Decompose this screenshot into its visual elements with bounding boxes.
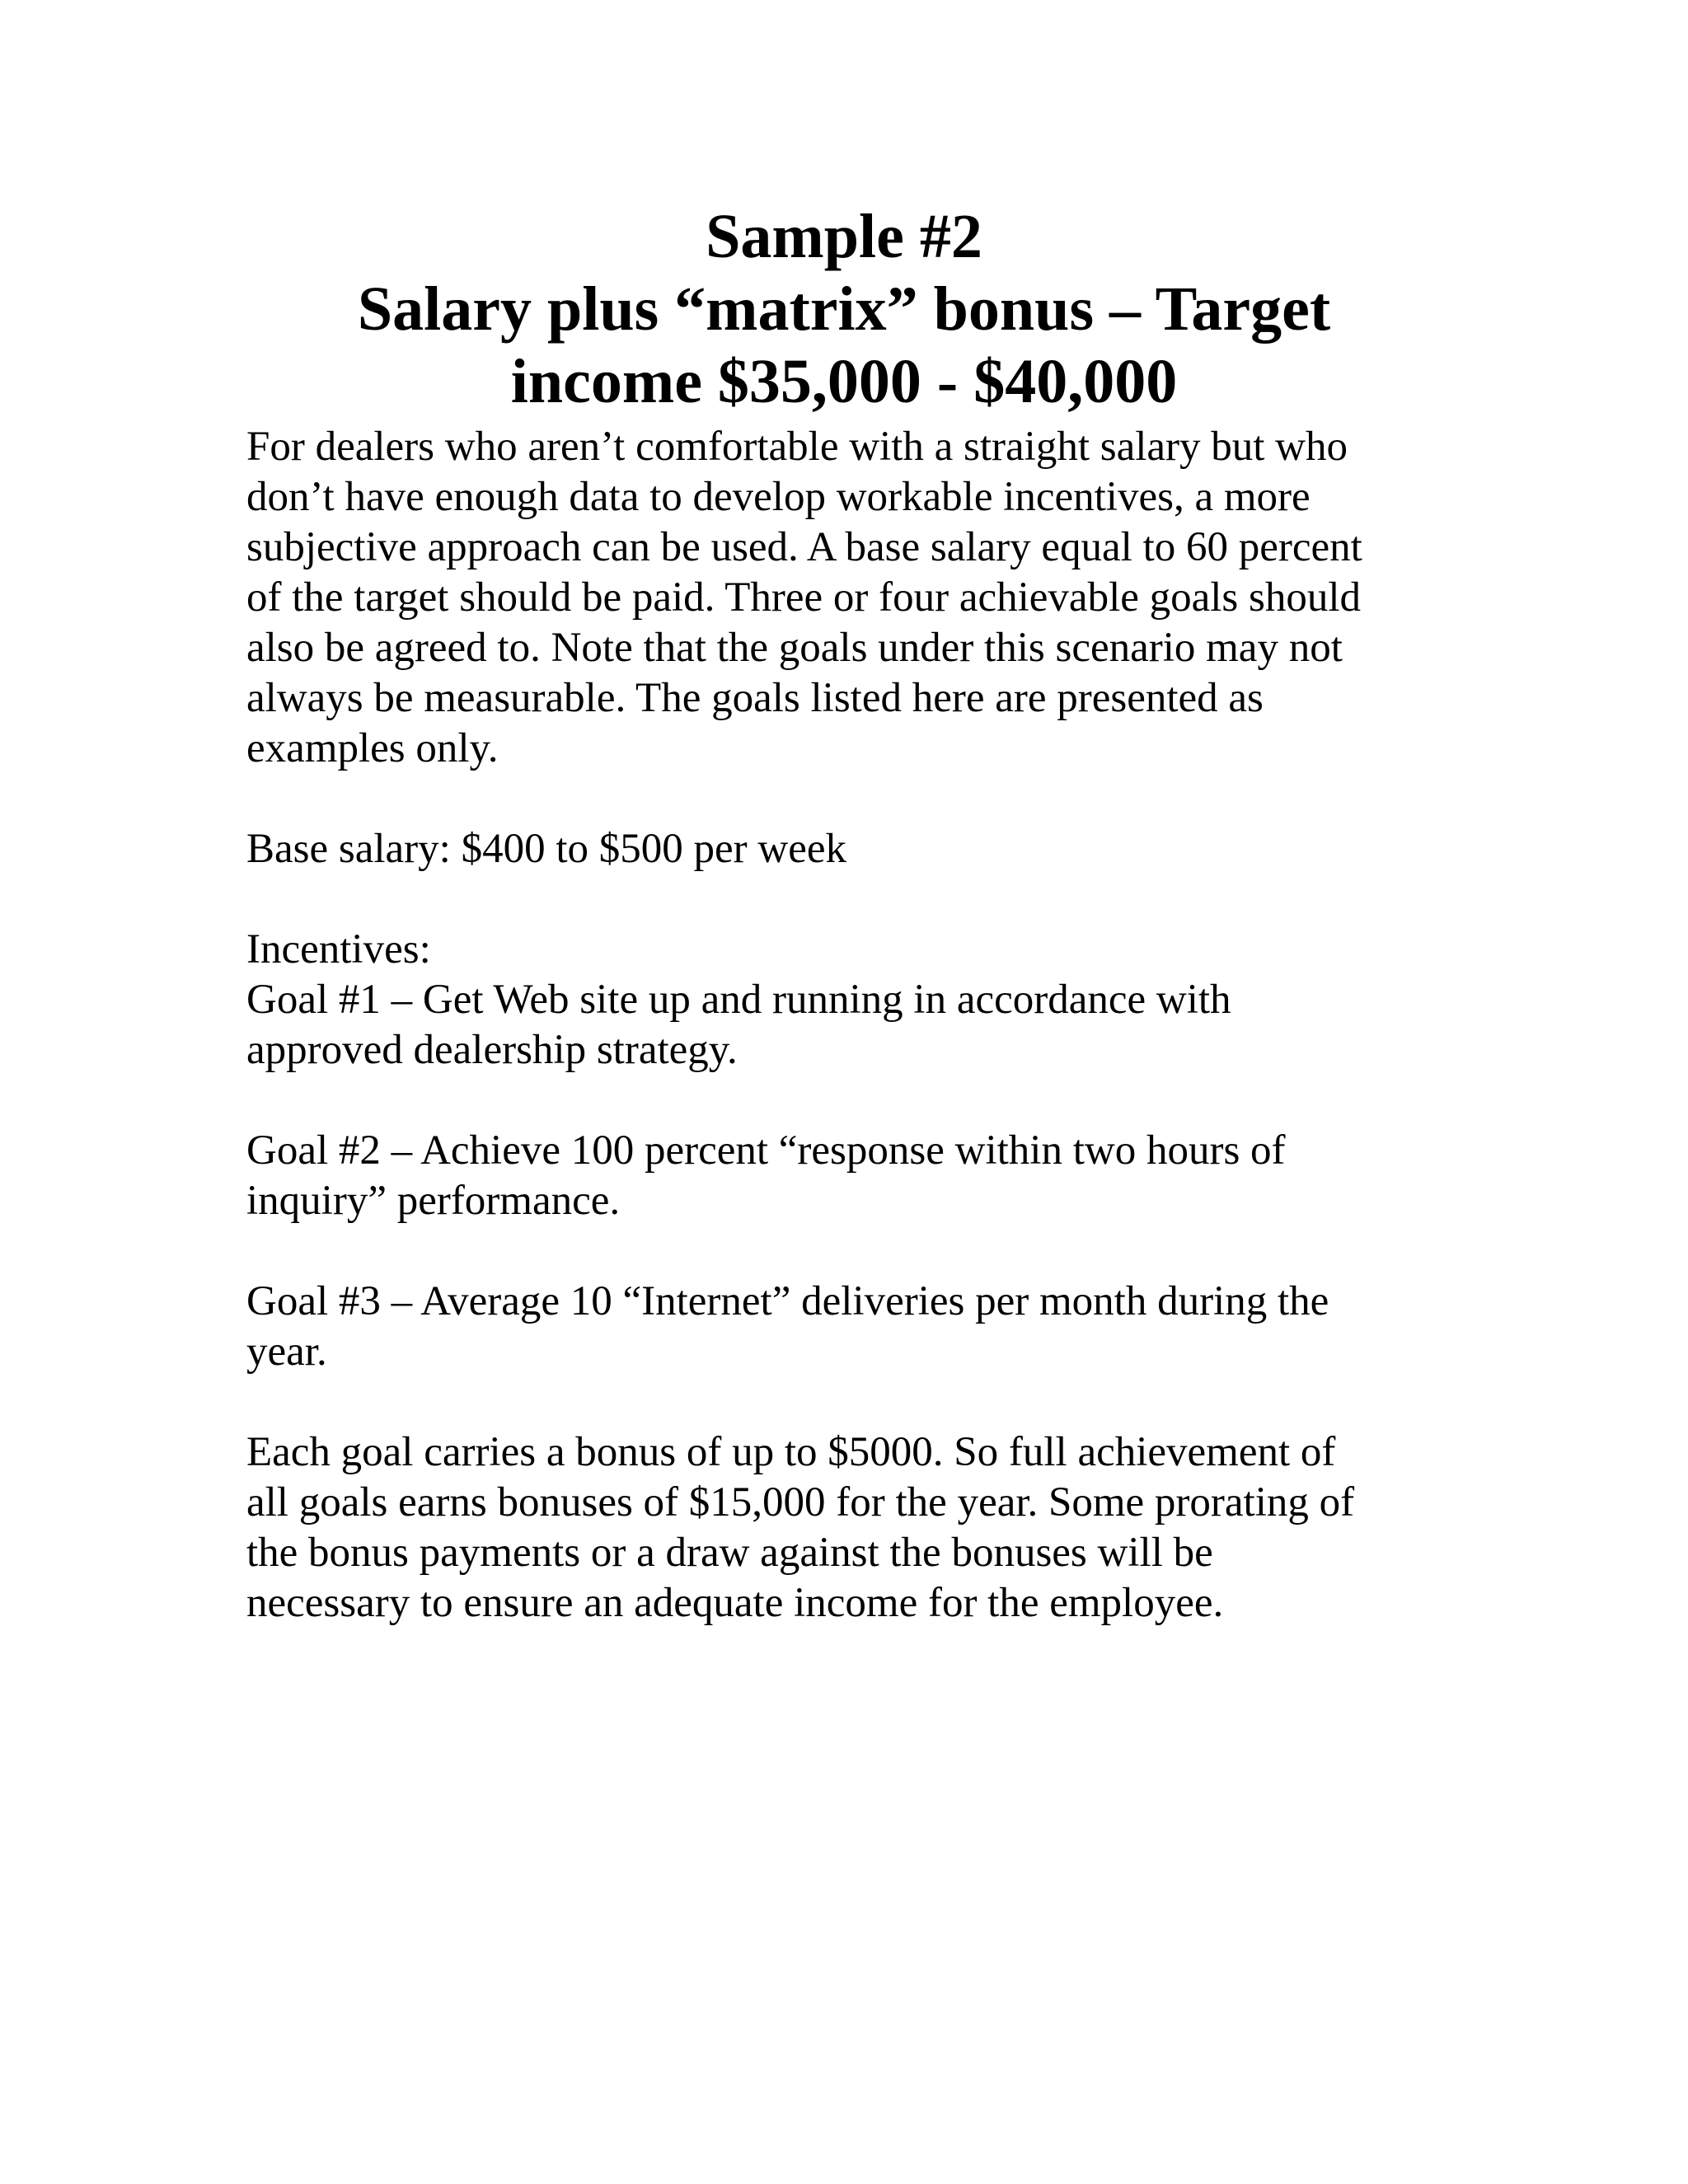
intro-line: don’t have enough data to develop workable incentives, a more [246,474,1311,520]
goal-line: year. [246,1329,327,1375]
document-title [0,200,1688,418]
paragraph-gap [246,874,1483,925]
goal-line: approved dealership strategy. [246,1027,738,1073]
intro-line: of the target should be paid. Three or four achievable goals should [246,574,1362,621]
title-line: income $35,000 - $40,000 [510,347,1178,416]
title-line: Salary plus “matrix” bonus – Target [357,274,1331,344]
paragraph-gap [246,774,1483,824]
incentives-heading: Incentives: [246,926,431,972]
closing-line: the bonus payments or a draw against the bonuses will be [246,1530,1213,1576]
intro-paragraph [246,422,1483,774]
paragraph-gap [246,1226,1483,1277]
document-body [246,422,1483,1629]
closing-line: Each goal carries a bonus of up to $5000. So full achievement of [246,1429,1336,1475]
goal-3 [246,1277,1483,1377]
goal-line: Goal #3 – Average 10 “Internet” deliveries per month during the [246,1278,1329,1324]
base-salary-line: Base salary: $400 to $500 per week [246,826,846,872]
intro-line: subjective approach can be used. A base salary equal to 60 percent [246,524,1362,570]
intro-line: For dealers who aren’t comfortable with a straight salary but who [246,424,1348,470]
goal-line: Goal #1 – Get Web site up and running in accordance with [246,977,1231,1023]
intro-line: always be measurable. The goals listed here are presented as [246,675,1264,721]
paragraph-gap [246,1076,1483,1126]
closing-paragraph [246,1427,1483,1629]
intro-line: examples only. [246,725,499,771]
closing-line: necessary to ensure an adequate income for the employee. [246,1580,1224,1626]
goal-1 [246,975,1483,1076]
closing-line: all goals earns bonuses of $15,000 for the year. Some prorating of [246,1479,1355,1526]
paragraph-gap [246,1377,1483,1427]
goal-2 [246,1126,1483,1226]
goal-line: inquiry” performance. [246,1178,621,1224]
goal-line: Goal #2 – Achieve 100 percent “response within two hours of [246,1127,1286,1174]
title-line: Sample #2 [706,202,982,271]
intro-line: also be agreed to. Note that the goals under this scenario may not [246,625,1343,671]
